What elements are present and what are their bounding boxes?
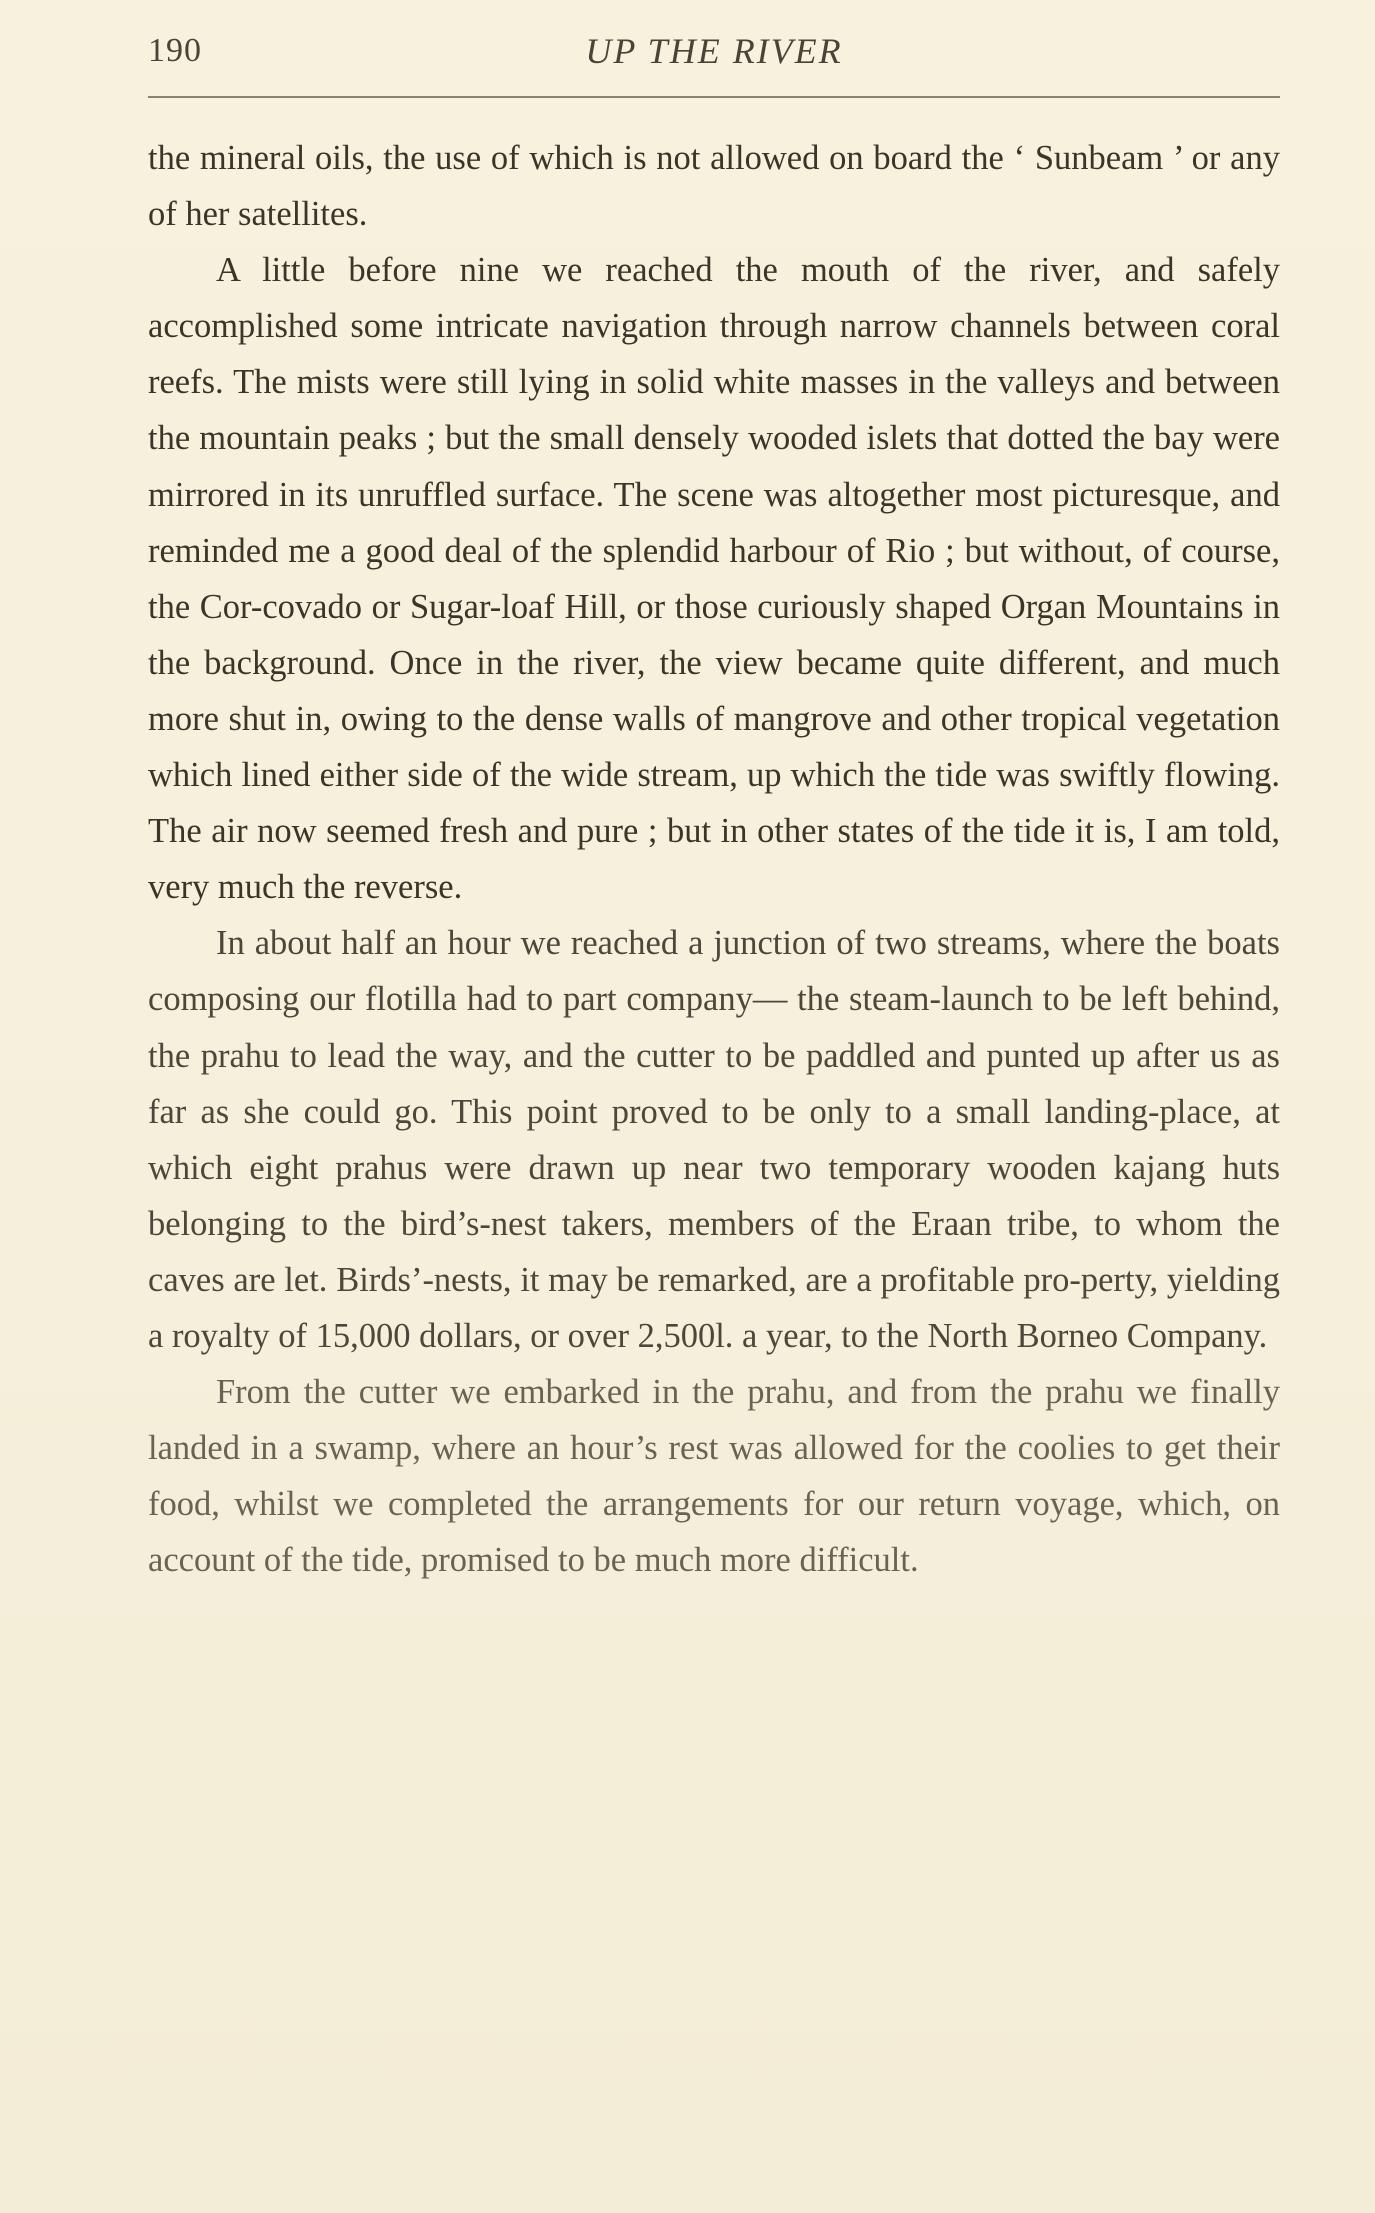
header-rule xyxy=(148,96,1280,98)
paragraph: In about half an hour we reached a junction of two streams, where the boats composing our flotilla had to part company— the steam-launch to be left behind, the prahu to lead the way, and the cutter to be paddled and punted up after us as far as she could go. This point proved to be only to a small landing-place, at which eight prahus were drawn up near two temporary wooden kajang huts belonging to the bird’s-nest takers, members of the Eraan tribe, to whom the caves are let. Birds’-nests, it may be remarked, are a profitable pro-perty, yielding a royalty of 15,000 dollars, or over 2,500l. a year, to the North Borneo Company. xyxy=(148,924,1280,1355)
page-number: 190 xyxy=(148,32,202,69)
running-head: UP THE RIVER xyxy=(585,31,843,71)
paragraph: A little before nine we reached the mouth of the river, and safely accomplished some intricate navigation through narrow channels between coral reefs. The mists were still lying in solid white masses in the valleys and between the mountain peaks ; but the small densely wooded islets that dotted the bay were mirrored in its unruffled surface. The scene was altogether most picturesque, and reminded me a good deal of the splendid harbour of Rio ; but without, of course, the Cor-covado or Sugar-loaf Hill, or those curiously shaped Organ Mountains in the background. Once in the river, the view became quite different, and much more shut in, owing to the dense walls of mangrove and other tropical vegetation which lined either side of the wide stream, up which the tide was swiftly flowing. The air now seemed fresh and pure ; but in other states of the tide it is, I am told, very much the reverse. xyxy=(148,251,1280,907)
paragraph: From the cutter we embarked in the prahu, and from the prahu we finally landed in a swamp, where an hour’s rest was allowed for the coolies to get their food, whilst we completed the arrangements for our return voyage, which, on account of the tide, promised to be much more difficult. xyxy=(148,1373,1280,1580)
body-text xyxy=(148,130,1280,1588)
paragraph-continued: the mineral oils, the use of which is not allowed on board the ‘ Sunbeam ’ or any of her satellites. xyxy=(148,139,1280,234)
page-header xyxy=(148,30,1280,80)
